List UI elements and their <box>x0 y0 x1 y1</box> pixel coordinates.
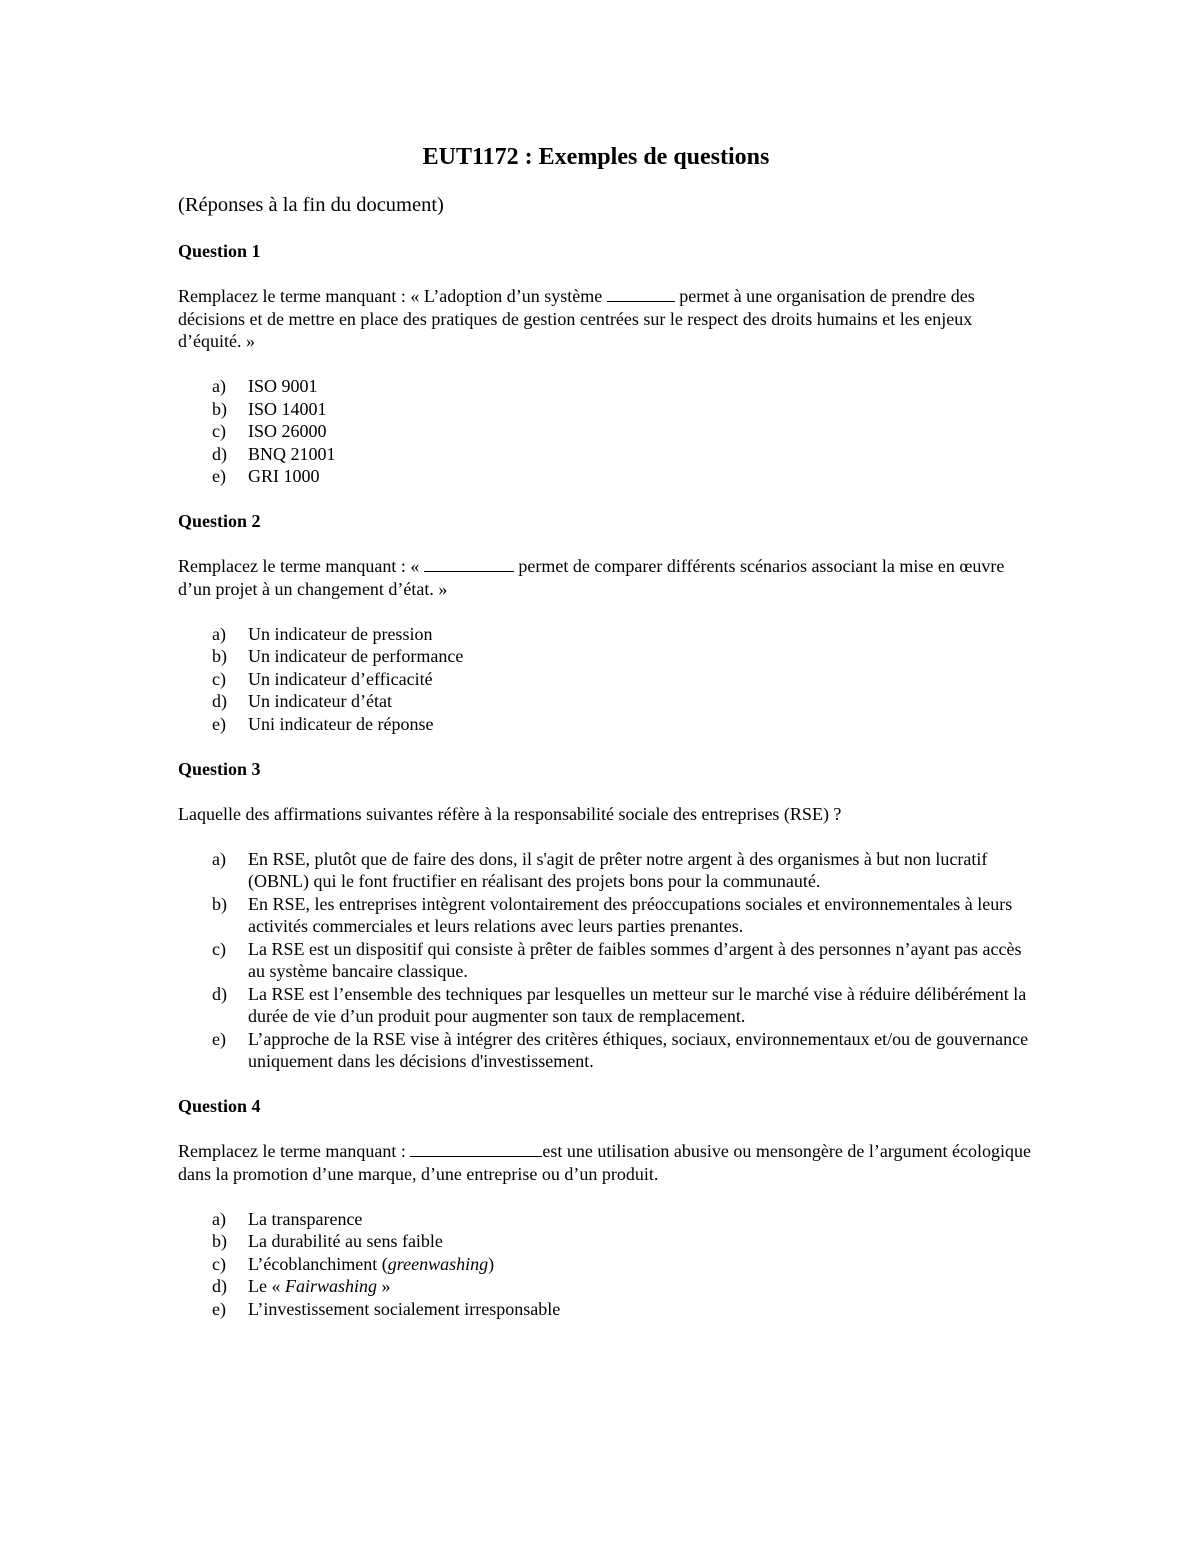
question-text <box>178 1140 1038 1185</box>
answer-option <box>178 690 1038 713</box>
question-text-before: Remplacez le terme manquant : « L’adoption d’un système <box>178 286 607 306</box>
option-letter: a) <box>212 623 226 644</box>
option-text: L’approche de la RSE vise à intégrer des critères éthiques, sociaux, environnementaux et/ou de gouvernance uniquement dans les décisions d'investissement. <box>248 1028 1029 1071</box>
question-text-after: permet de comparer différents scénarios associant la mise en œuvre d’un projet à un changement d’état. » <box>178 556 1005 599</box>
question-2 <box>178 510 1038 735</box>
answer-blank <box>410 1140 542 1157</box>
question-1 <box>178 240 1038 488</box>
option-text: ISO 14001 <box>248 398 327 419</box>
option-letter: e) <box>212 466 226 486</box>
question-heading: Question 2 <box>178 511 261 531</box>
answer-option <box>178 848 1038 893</box>
option-text: Uni indicateur de réponse <box>248 713 434 734</box>
option-text: La RSE est l’ensemble des techniques par lesquelles un metteur sur le marché vise à réduire délibérément la durée de vie d’un produit pour augmenter son taux de remplacement. <box>248 983 1027 1026</box>
option-text: L’investissement socialement irresponsable <box>248 1298 561 1319</box>
answer-option <box>178 623 1038 646</box>
option-letter: e) <box>212 1028 226 1049</box>
option-text: Un indicateur de performance <box>248 646 464 666</box>
question-3 <box>178 758 1038 1073</box>
answer-option <box>178 398 1038 421</box>
answer-option <box>178 713 1038 736</box>
option-text: Un indicateur de pression <box>248 623 433 644</box>
option-text-italic: greenwashing <box>387 1253 489 1274</box>
option-text: La RSE est un dispositif qui consiste à prêter de faibles sommes d’argent à des personnes n’ayant pas accès au système bancaire classique. <box>248 938 1022 981</box>
question-heading: Question 4 <box>178 1096 261 1116</box>
answer-option <box>178 420 1038 443</box>
question-heading: Question 1 <box>178 241 261 261</box>
answer-option <box>178 1230 1038 1253</box>
option-text-before: L’écoblanchiment ( <box>248 1253 388 1274</box>
answer-options <box>178 1208 1038 1321</box>
answer-blank <box>424 555 514 572</box>
answer-option <box>178 938 1038 983</box>
answer-option <box>178 1275 1038 1298</box>
question-text-after: permet à une organisation de prendre des décisions et de mettre en place des pratiques de gestion centrées sur le respect des droits humains et les enjeux d’équité. » <box>178 286 975 351</box>
question-text <box>178 555 1038 600</box>
question-text-before: Remplacez le terme manquant : <box>178 1141 411 1161</box>
option-text-italic: Fairwashing <box>284 1276 377 1296</box>
option-letter: a) <box>212 848 226 869</box>
option-text <box>248 1275 1038 1298</box>
answer-option <box>178 983 1038 1028</box>
option-letter: d) <box>212 1276 227 1296</box>
option-letter: c) <box>212 1253 226 1274</box>
option-text: BNQ 21001 <box>248 443 336 464</box>
answer-option <box>178 443 1038 466</box>
option-letter: a) <box>212 1208 226 1229</box>
option-letter: a) <box>212 376 226 396</box>
option-text: En RSE, plutôt que de faire des dons, il s'agit de prêter notre argent à des organismes à but non lucratif (OBNL) qui le font fructifier en réalisant des projets bons pour la communauté. <box>248 848 988 891</box>
answer-options <box>178 375 1038 488</box>
option-letter: e) <box>212 1298 226 1319</box>
option-letter: e) <box>212 713 226 734</box>
document-subtitle: (Réponses à la fin du document) <box>178 194 444 216</box>
question-text: Laquelle des affirmations suivantes réfère à la responsabilité sociale des entreprises (RSE) ? <box>178 803 842 824</box>
option-letter: c) <box>212 938 226 959</box>
option-letter: d) <box>212 443 227 464</box>
option-text: La transparence <box>248 1208 363 1229</box>
question-text <box>178 285 1038 353</box>
option-letter: d) <box>212 983 227 1004</box>
option-letter: c) <box>212 668 226 689</box>
answer-option <box>178 645 1038 668</box>
option-text-after: » <box>377 1276 391 1296</box>
option-text-before: Le « <box>248 1276 285 1296</box>
document-title: EUT1172 : Exemples de questions <box>422 144 770 170</box>
option-text <box>248 1253 1038 1276</box>
answer-option <box>178 1253 1038 1276</box>
option-letter: d) <box>212 691 227 711</box>
option-text: En RSE, les entreprises intègrent volontairement des préoccupations sociales et environnementales à leurs activités commerciales et leurs relations avec leurs parties prenantes. <box>248 893 1013 936</box>
answer-option <box>178 1298 1038 1321</box>
option-text-after: ) <box>488 1253 495 1274</box>
option-text: ISO 26000 <box>248 421 327 441</box>
option-text: GRI 1000 <box>248 466 320 486</box>
answer-option <box>178 465 1038 488</box>
option-text: ISO 9001 <box>248 376 318 396</box>
option-text: La durabilité au sens faible <box>248 1231 443 1251</box>
answer-blank <box>607 285 675 302</box>
answer-options <box>178 848 1038 1073</box>
answer-option <box>178 1208 1038 1231</box>
question-4 <box>178 1095 1038 1320</box>
answer-option <box>178 893 1038 938</box>
option-letter: b) <box>212 646 227 666</box>
question-text-before: Remplacez le terme manquant : « <box>178 556 424 576</box>
option-letter: b) <box>212 893 227 914</box>
answer-options <box>178 623 1038 736</box>
document-page <box>178 142 1038 1320</box>
option-letter: b) <box>212 398 227 419</box>
option-text: Un indicateur d’efficacité <box>248 668 433 689</box>
answer-option <box>178 1028 1038 1073</box>
option-letter: c) <box>212 421 226 441</box>
option-letter: b) <box>212 1231 227 1251</box>
option-text: Un indicateur d’état <box>248 691 392 711</box>
answer-option <box>178 375 1038 398</box>
question-text-after: est une utilisation abusive ou mensongère de l’argument écologique dans la promotion d’une marque, d’une entreprise ou d’un produit. <box>178 1141 1031 1184</box>
answer-option <box>178 668 1038 691</box>
question-heading: Question 3 <box>178 758 261 779</box>
